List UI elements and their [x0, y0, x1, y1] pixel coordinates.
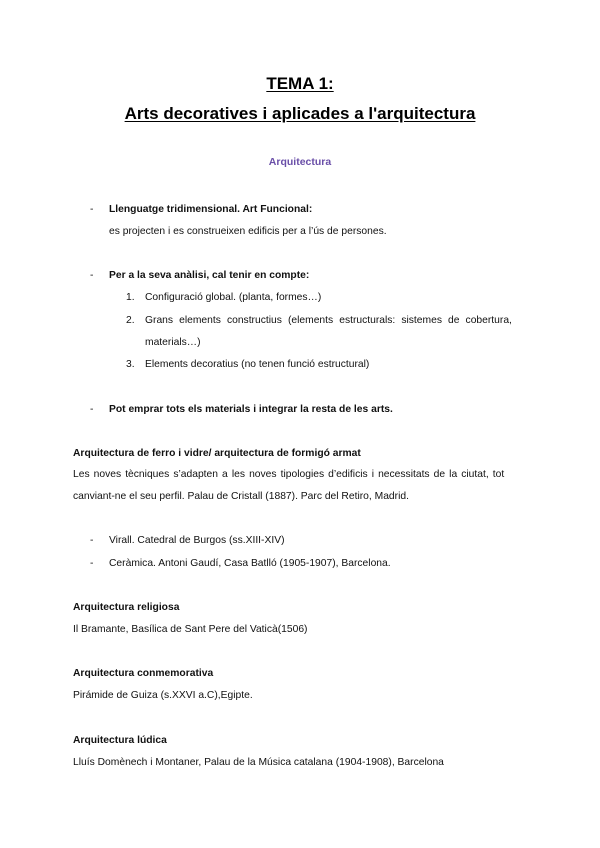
title-line-2-text: Arts decoratives i aplicades a l'arquitectura	[124, 104, 476, 123]
section-ludica-heading: Arquitectura lúdica	[73, 735, 167, 746]
list-number-2: 2.	[126, 315, 135, 326]
section-ludica-text: Lluís Domènech i Montaner, Palau de la Música catalana (1904-1908), Barcelona	[73, 757, 444, 768]
section-ferro-heading: Arquitectura de ferro i vidre/ arquitectura de formigó armat	[73, 448, 361, 459]
section-ferro-line-2: canviant-ne el seu perfil. Palau de Cristall (1887). Parc del Retiro, Madrid.	[73, 491, 409, 502]
list-item-3: Elements decoratius (no tenen funció estructural)	[145, 359, 370, 370]
list-item-1: Configuració global. (planta, formes…)	[145, 292, 322, 303]
title-line-1-text: TEMA 1:	[266, 74, 334, 93]
list-number-1: 1.	[126, 292, 135, 303]
bullet-1-body: es projecten i es construeixen edificis per a l’ús de persones.	[109, 226, 387, 237]
section-religiosa-heading: Arquitectura religiosa	[73, 602, 180, 613]
bullet-dash-1: -	[90, 204, 94, 215]
title-line-2	[0, 102, 600, 126]
subtitle: Arquitectura	[268, 156, 332, 168]
section-religiosa-text: Il Bramante, Basílica de Sant Pere del Vaticà(1506)	[73, 624, 308, 635]
section-ferro-sub-1: Virall. Catedral de Burgos (ss.XIII-XIV)	[109, 535, 285, 546]
section-ferro-sub-2: Ceràmica. Antoni Gaudí, Casa Batlló (1905-1907), Barcelona.	[109, 558, 391, 569]
bullet-3-heading: Pot emprar tots els materials i integrar la resta de les arts.	[109, 404, 393, 415]
bullet-dash-3: -	[90, 404, 94, 415]
list-number-3: 3.	[126, 359, 135, 370]
section-conmemorativa-heading: Arquitectura conmemorativa	[73, 668, 214, 679]
title-line-1	[0, 72, 600, 96]
bullet-1-heading: Llenguatge tridimensional. Art Funcional:	[109, 204, 313, 215]
bullet-2-heading: Per a la seva anàlisi, cal tenir en compte:	[109, 270, 310, 281]
bullet-dash-2: -	[90, 270, 94, 281]
list-item-2-cont: materials…)	[145, 337, 201, 348]
sub-dash-1: -	[90, 535, 94, 546]
list-item-2: Grans elements constructius (elements estructurals: sistemes de cobertura,	[145, 315, 512, 326]
sub-dash-2: -	[90, 558, 94, 569]
section-conmemorativa-text: Pirámide de Guiza (s.XXVI a.C),Egipte.	[73, 690, 253, 701]
section-ferro-line-1: Les noves tècniques s’adapten a les noves tipologies d’edificis i necessitats de la ciutat, tot	[73, 469, 505, 480]
